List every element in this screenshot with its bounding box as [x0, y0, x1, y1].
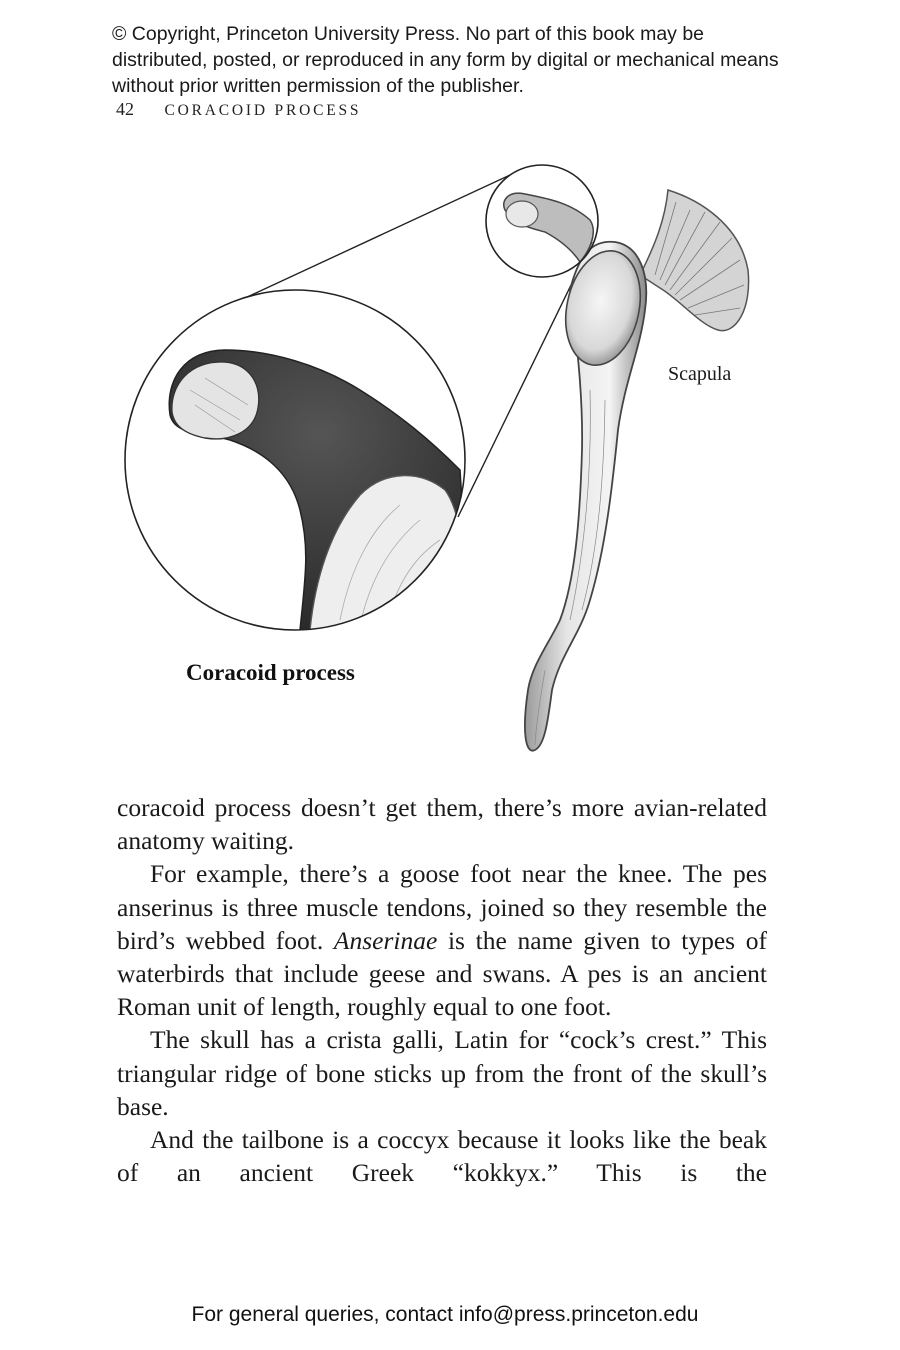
page-number: 42 — [116, 99, 134, 119]
scapula-drawing — [0, 150, 900, 770]
paragraph-3: The skull has a crista galli, Latin for “cock’s crest.” This triangular ridge of bone sticks up from the front of the skull’s base. — [117, 1025, 767, 1121]
footer-contact: For general queries, contact info@press.princeton.edu — [191, 1303, 699, 1326]
label-scapula: Scapula — [668, 363, 732, 385]
scapula-illustration — [0, 150, 900, 770]
coracoid-zoom-detail — [125, 290, 470, 630]
paragraph-2 — [117, 857, 767, 1023]
leader-line-top — [243, 175, 510, 299]
paragraph-2-italic: Anserinae — [333, 925, 438, 955]
running-head — [116, 99, 361, 120]
body-text — [117, 791, 767, 1189]
paragraph-4: And the tailbone is a coccyx because it looks like the beak of an ancient Greek “kokkyx.” This is the — [117, 1125, 767, 1188]
label-coracoid-process: Coracoid process — [186, 660, 355, 685]
copyright-notice: © Copyright, Princeton University Press. No part of this book may be distributed, posted, or reproduced in any form by digital or mechanical means without prior written permission of the publisher. — [112, 23, 779, 97]
paragraph-2-b: is the name given to types of waterbirds that include geese and swans. A pes is an ancient Roman unit of length, roughly equal to one foot. — [117, 925, 767, 1022]
paragraph-2-a: For example, there’s a goose foot near the knee. The pes anserinus is three muscle tendons, joined so they resemble the bird’s webbed foot. — [117, 859, 767, 955]
running-title: CORACOID PROCESS — [164, 102, 362, 119]
paragraph-1: coracoid process doesn’t get them, there’s more avian-related anatomy waiting. — [117, 793, 767, 856]
